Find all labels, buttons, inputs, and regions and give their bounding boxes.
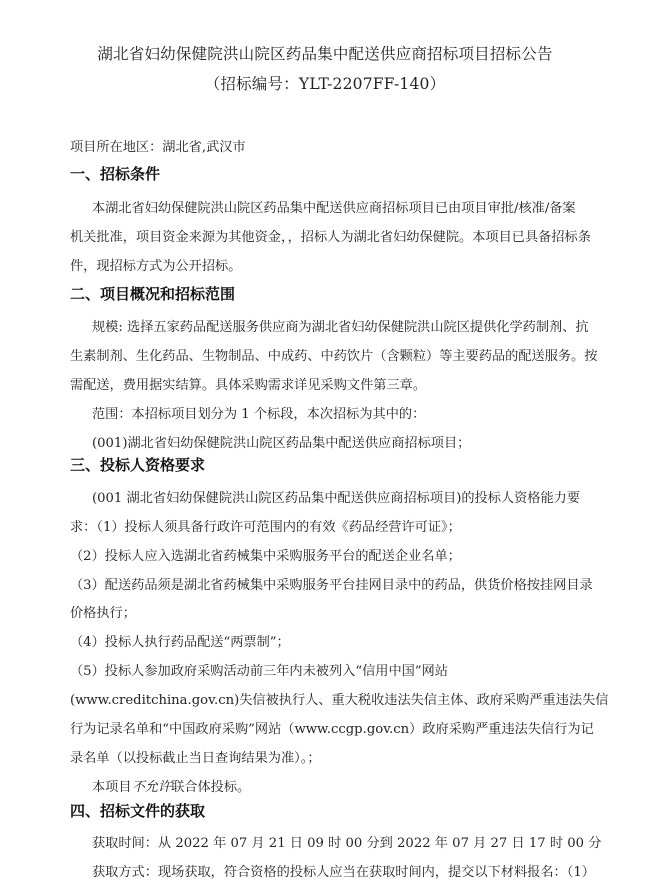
section-3-line: (www.creditchina.gov.cn)失信被执行人、重大税收违法失信主体、政府采购严重违法失信 (70, 693, 609, 708)
section-4-heading: 四、招标文件的获取 (70, 802, 206, 820)
section-3-heading: 三、投标人资格要求 (70, 456, 206, 474)
section-3-line: （4）投标人执行药品配送“两票制”； (70, 635, 290, 650)
section-2-line: 规模: 选择五家药品配送服务供应商为湖北省妇幼保健院洪山院区提供化学药制剂、抗 (92, 320, 589, 335)
section-2-heading: 二、项目概况和招标范围 (70, 285, 236, 303)
section-1-line: 本湖北省妇幼保健院洪山院区药品集中配送供应商招标项目已由项目审批/核准/备案 (92, 201, 576, 216)
section-3-line: 价格执行； (70, 606, 136, 621)
section-4-line: 获取方式：现场获取，符合资格的投标人应当在获取时间内，提交以下材料报名：（1） (92, 865, 595, 880)
tender-code: （招标编号：YLT-2207FF-140） (204, 75, 446, 93)
joint-bid-note (92, 776, 250, 795)
section-3-line: 录名单（以投标截止当日查询结果为准）。； (70, 751, 321, 766)
project-region: 项目所在地区：湖北省,武汉市 (70, 140, 246, 155)
section-3-line: （5）投标人参加政府采购活动前三年内未被列入“信用中国”网站 (70, 664, 448, 679)
joint-bid-suffix: 联合体投标。 (171, 780, 251, 795)
section-3-line: （2）投标人应入选湖北省药械集中采购服务平台的配送企业名单； (70, 549, 461, 564)
section-2-line: (001)湖北省妇幼保健院洪山院区药品集中配送供应商招标项目； (92, 436, 471, 451)
section-2-line: 需配送，费用据实结算。具体采购需求详见采购文件第三章。 (70, 378, 427, 393)
document-title: 湖北省妇幼保健院洪山院区药品集中配送供应商招标项目招标公告 (97, 45, 553, 63)
section-3-line: （3）配送药品须是湖北省药械集中采购服务平台挂网目录中的药品，供货价格按挂网目录 (70, 578, 593, 593)
section-1-line: 机关批准，项目资金来源为其他资金，，招标人为湖北省妇幼保健院。本项目已具备招标条 (70, 230, 591, 245)
section-4-line: 获取时间：从 2022 年 07 月 21 日 09 时 00 分到 2022 年 07 月 27 日 17 时 00 分 (92, 836, 602, 851)
joint-bid-emphasis: 不允许 (131, 780, 172, 795)
section-1-heading: 一、招标条件 (70, 165, 161, 183)
section-3-line: (001 湖北省妇幼保健院洪山院区药品集中配送供应商招标项目)的投标人资格能力要 (92, 491, 581, 506)
section-1-line: 件，现招标方式为公开招标。 (70, 259, 242, 274)
section-2-line: 范围：本招标项目划分为 1 个标段，本次招标为其中的： (92, 407, 426, 422)
section-3-line: 行为记录名单和“中国政府采购”网站（www.ccgp.gov.cn）政府采购严重违法失信行为记 (70, 722, 594, 737)
joint-bid-prefix: 本项目 (92, 780, 132, 795)
section-2-line: 生素制剂、生化药品、生物制品、中成药、中药饮片（含颗粒）等主要药品的配送服务。按 (70, 349, 598, 364)
section-3-line: 求：（1）投标人须具备行政许可范围内的有效《药品经营许可证》； (70, 520, 461, 535)
